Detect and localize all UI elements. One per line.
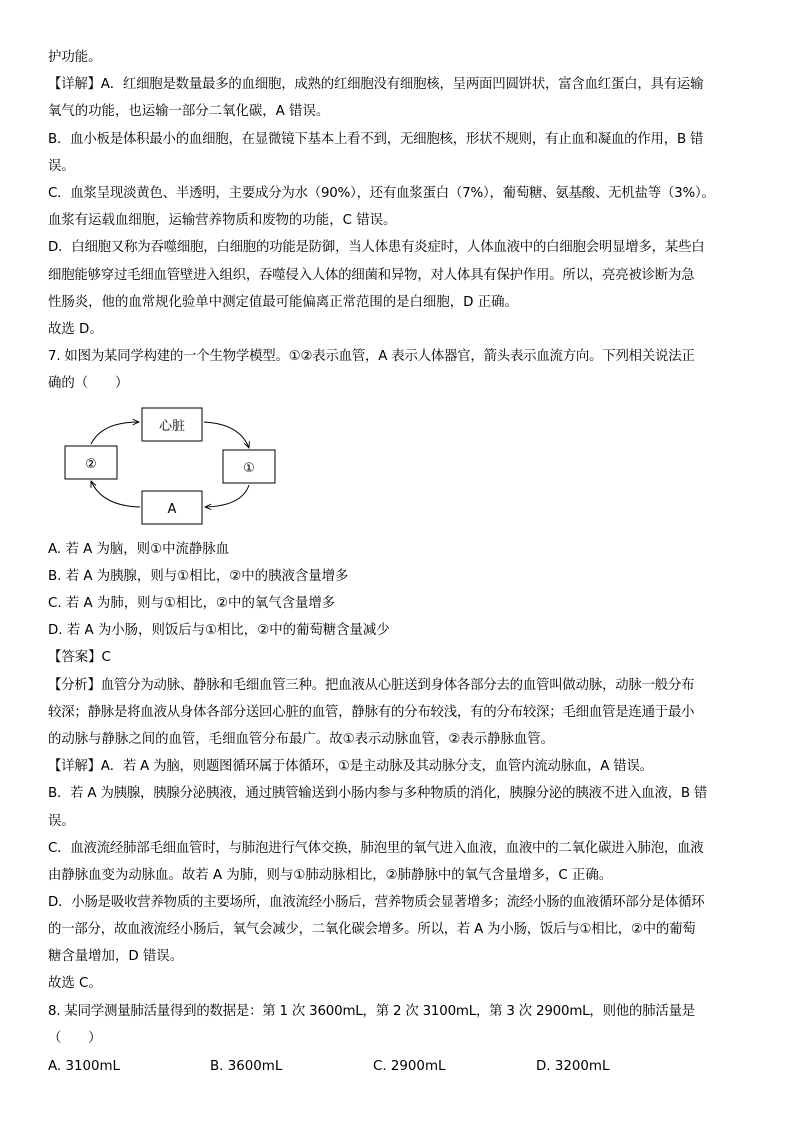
organ-a-box: [142, 491, 202, 524]
heart-box: [142, 408, 202, 441]
text-line: 血浆有运载血细胞，运输营养物质和废物的功能，C 错误。: [48, 213, 397, 228]
heart-label: 心脏: [158, 419, 186, 434]
q8-option-c: C. 2900mL: [373, 1059, 446, 1074]
vessel-2-label: ②: [85, 457, 97, 472]
organ-a-label: A: [167, 502, 177, 517]
text-line: C．血浆呈现淡黄色、半透明，主要成分为水（90%），还有血浆蛋白（7%），葡萄糖、氨基酸、无机盐等（3%）。: [48, 186, 715, 201]
explanation-line: 糖含量增加，D 错误。: [48, 949, 184, 964]
text-line: 误。: [48, 159, 75, 174]
text-line: 性肠炎，他的血常规化验单中测定值最可能偏离正常范围的是白细胞，D 正确。: [48, 295, 518, 310]
arrow-1-to-a: [205, 485, 249, 507]
circulation-model-diagram: [62, 406, 282, 526]
text-line: 【详解】A．红细胞是数量最多的血细胞，成熟的红细胞没有细胞核，呈两面凹圆饼状，富含血红蛋白，具有运输: [48, 77, 704, 92]
arrow-a-to-2: [91, 481, 140, 507]
question-7-stem: 确的（ ）: [48, 376, 129, 391]
analysis-line: 的动脉与静脉之间的血管，毛细血管分布最广。故①表示动脉血管，②表示静脉血管。: [48, 732, 555, 747]
explanation-line: 【详解】A．若 A 为脑，则题图循环属于体循环，①是主动脉及其动脉分支，血管内流动脉血，A 错误。: [48, 759, 653, 774]
q8-option-d: D. 3200mL: [536, 1059, 610, 1074]
question-7-stem: 7. 如图为某同学构建的一个生物学模型。①②表示血管，A 表示人体器官，箭头表示血流方向。下列相关说法正: [48, 349, 695, 364]
vessel-1-box: [223, 450, 275, 483]
q8-option-a: A. 3100mL: [48, 1059, 121, 1074]
text-line: D．白细胞又称为吞噬细胞，白细胞的功能是防御，当人体患有炎症时，人体血液中的白细胞会明显增多，某些白: [48, 240, 705, 255]
explanation-line: 误。: [48, 814, 75, 829]
text-line: 护功能。: [48, 50, 102, 65]
option-d: D. 若 A 为小肠，则饭后与①相比，②中的葡萄糖含量减少: [48, 623, 390, 638]
explanation-line: D．小肠是吸收营养物质的主要场所，血液流经小肠后，营养物质会显著增多；流经小肠的血液循环部分是体循环: [48, 895, 705, 910]
option-b: B. 若 A 为胰腺，则与①相比，②中的胰液含量增多: [48, 569, 349, 584]
arrow-heart-to-1: [204, 422, 249, 448]
option-c: C. 若 A 为肺，则与①相比，②中的氧气含量增多: [48, 596, 336, 611]
question-8-stem: （ ）: [48, 1031, 102, 1046]
vessel-1-label: ①: [243, 461, 255, 476]
option-a: A. 若 A 为脑，则①中流静脉血: [48, 542, 230, 557]
arrow-2-to-heart: [91, 422, 139, 444]
explanation-line: 由静脉血变为动脉血。故若 A 为肺，则与①肺动脉相比，②肺静脉中的氧气含量增多，C 正确。: [48, 868, 613, 883]
q8-option-b: B. 3600mL: [210, 1059, 283, 1074]
explanation-line: B．若 A 为胰腺，胰腺分泌胰液，通过胰管输送到小肠内参与多种物质的消化，胰腺分泌的胰液不进入血液，B 错: [48, 786, 708, 801]
analysis-line: 较深；静脉是将血液从身体各部分送回心脏的血管，静脉有的分布较浅，有的分布较深；毛细血管是连通于最小: [48, 705, 695, 720]
question-8-stem: 8. 某同学测量肺活量得到的数据是：第 1 次 3600mL，第 2 次 3100mL，第 3 次 2900mL，则他的肺活量是: [48, 1004, 695, 1019]
text-line: 细胞能够穿过毛细血管壁进入组织，吞噬侵入人体的细菌和异物，对人体具有保护作用。所以，亮亮被诊断为急: [48, 268, 695, 283]
analysis-line: 【分析】血管分为动脉、静脉和毛细血管三种。把血液从心脏送到身体各部分去的血管叫做动脉，动脉一般分布: [48, 678, 695, 693]
explanation-line: C．血液流经肺部毛细血管时，与肺泡进行气体交换，肺泡里的氧气进入血液，血液中的二氧化碳进入肺泡，血液: [48, 841, 704, 856]
text-line: 氧气的功能，也运输一部分二氧化碳，A 错误。: [48, 104, 330, 119]
explanation-line: 的一部分，故血液流经小肠后，氧气会减少，二氧化碳会增多。所以，若 A 为小肠，饭后与①相比，②中的葡萄: [48, 922, 696, 937]
vessel-2-box: [65, 446, 117, 479]
explanation-line: 故选 C。: [48, 976, 102, 991]
answer-line: 【答案】C: [48, 650, 111, 665]
text-line: 故选 D。: [48, 322, 103, 337]
text-line: B．血小板是体积最小的血细胞，在显微镜下基本上看不到，无细胞核，形状不规则，有止血和凝血的作用，B 错: [48, 132, 704, 147]
